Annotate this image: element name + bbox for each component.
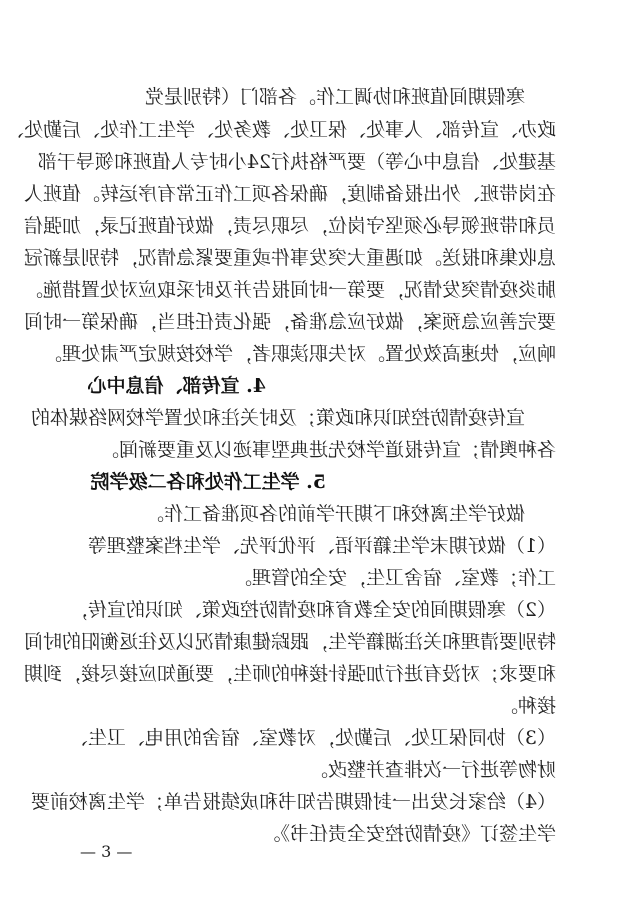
body-line-3: 基建处、信息中心等）要严格执行24小时专人值班和领导干部 [37,151,556,173]
body-line-2: 政办、宣传部、人事处、保卫处、教务处、学生工作处、后勤处、 [4,119,556,141]
body-line-15: （1）做好期末学生籍评语、评优评先、学生档案整理等 [87,535,556,557]
page-number: — 3 — [80,842,133,861]
section-heading-4: 4. 宣传部、信息中心 [87,375,266,397]
body-line-9: 响应，快速高效处置。对失职渎职者，学校按规定严肃处理。 [42,343,556,365]
body-line-20: 接种。 [498,695,556,717]
body-line-24: 学生签订《疫情防控安全责任书》。 [261,823,556,845]
body-line-5: 员和带班领导必须坚守岗位，尽职尽责，做好值班记录，加强信 [23,215,556,237]
body-line-16: 工作；教室、宿舍卫生，安全的管理。 [232,567,556,589]
body-line-22: 财物等进行一次排查并整改。 [308,759,556,781]
body-line-14: 做好学生离校和下期开学前的各项准备工作。 [144,503,525,525]
body-line-17: （2）寒假期间的安全教育和疫情防控政策、知识的宣传， [68,599,556,621]
body-line-7: 肺炎疫情突发情况，要第一时间报告并及时采取应对处置措施。 [23,279,556,301]
body-line-19: 和要求；对没有进行加强针接种的师生，要通知应接尽接，到期 [23,663,556,685]
body-line-23: （4）给家长发出一封假期告知书和成绩报告单；学生离校前要 [30,791,556,813]
body-line-18: 特别要清理和关注湖籍学生，跟踪健康情况以及往返衡阳的时间 [23,631,556,653]
section-heading-5: 5. 学生工作处和各二级学院 [90,471,326,493]
body-line-21: （3）协同保卫处、后勤处，对教室、宿舍的用电、卫生、 [68,727,556,749]
body-line-12: 各种舆情；宣传报道学校先进典型事迹以及重要新闻。 [99,439,556,461]
body-line-1: 寒假期间值班和协调工作。各部门（特别是党 [144,86,525,108]
body-line-8: 要完善应急预案，做好应急准备，强化责任担当，确保第一时间 [23,311,556,333]
body-line-4: 在岗带班、外出报备制度，确保各项工作正常有序运转。值班人 [23,183,556,205]
body-line-11: 宣传疫情防控知识和政策；及时关注和处置学校网络媒体的 [30,407,525,429]
body-line-6: 息收集和报送。如遇重大突发事件或重要紧急情况，特别是新冠 [23,247,556,269]
